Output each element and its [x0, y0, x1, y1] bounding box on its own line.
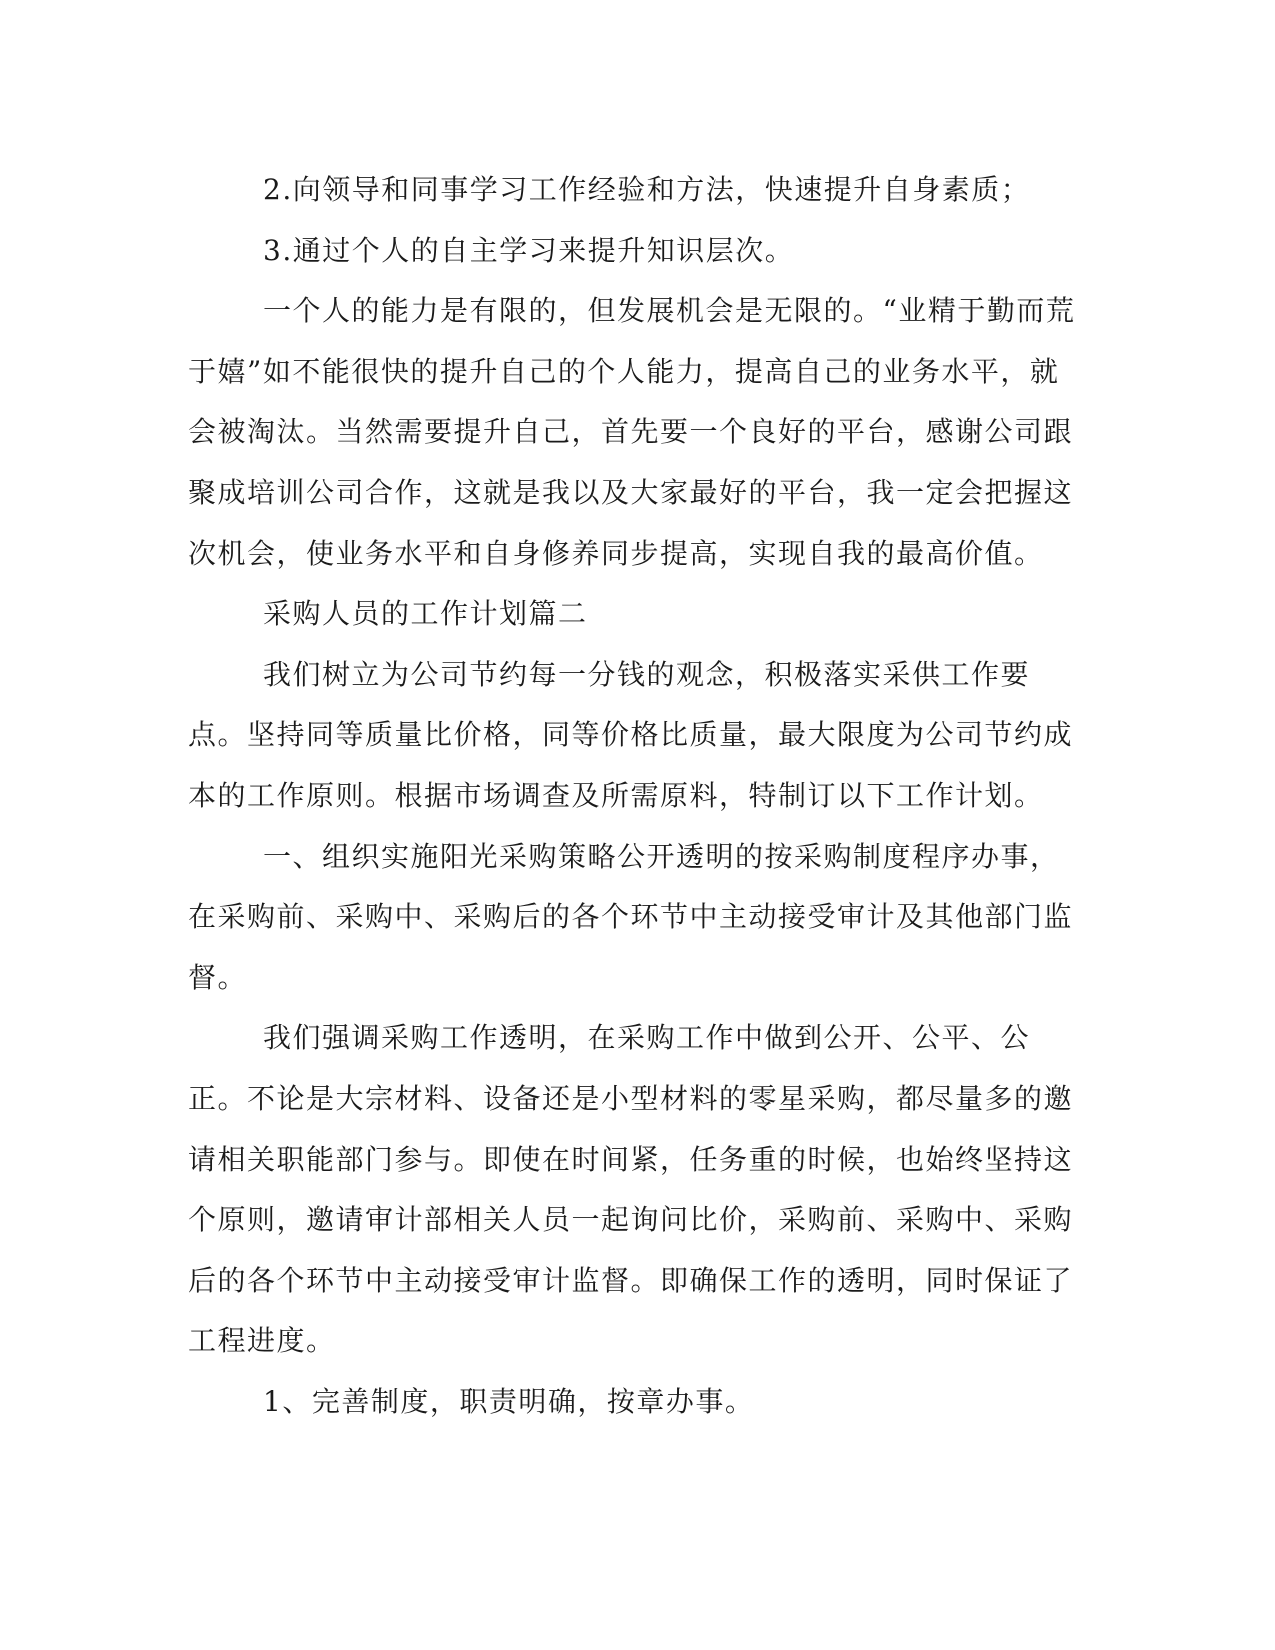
paragraph-1: 2.向领导和同事学习工作经验和方法，快速提升自身素质； [263, 173, 1031, 206]
paragraph-3: 一个人的能力是有限的，但发展机会是无限的。“业精于勤而荒于嬉”如不能很快的提升自己的个人能力，提高自己的业务水平，就会被淘汰。当然需要提升自己，首先要一个良好的平台，感谢公司跟聚成培训公司合作，这就是我以及大家最好的平台，我一定会把握这次机会，使业务水平和自身修养同步提高，实现自我的最高价值。 [188, 294, 1076, 570]
section-heading: 采购人员的工作计划篇二 [263, 597, 588, 631]
paragraph-7: 我们强调采购工作透明，在采购工作中做到公开、公平、公正。不论是大宗材料、设备还是小型材料的零星采购，都尽量多的邀请相关职能部门参与。即使在时间紧，任务重的时候，也始终坚持这个原则，邀请审计部相关人员一起询问比价，采购前、采购中、采购后的各个环节中主动接受审计监督。即确保工作的透明，同时保证了工程进度。 [188, 1021, 1074, 1358]
paragraph-5: 我们树立为公司节约每一分钱的观念，积极落实采供工作要点。坚持同等质量比价格，同等价格比质量，最大限度为公司节约成本的工作原则。根据市场调查及所需原料，特制订以下工作计划。 [188, 657, 1074, 812]
paragraph-2: 3.通过个人的自主学习来提升知识层次。 [263, 233, 795, 267]
document-body [188, 160, 1083, 1432]
paragraph-6: 一、组织实施阳光采购策略公开透明的按采购制度程序办事，在采购前、采购中、采购后的各个环节中主动接受审计及其他部门监督。 [188, 839, 1074, 994]
paragraph-8: 1、完善制度，职责明确，按章办事。 [263, 1384, 755, 1418]
